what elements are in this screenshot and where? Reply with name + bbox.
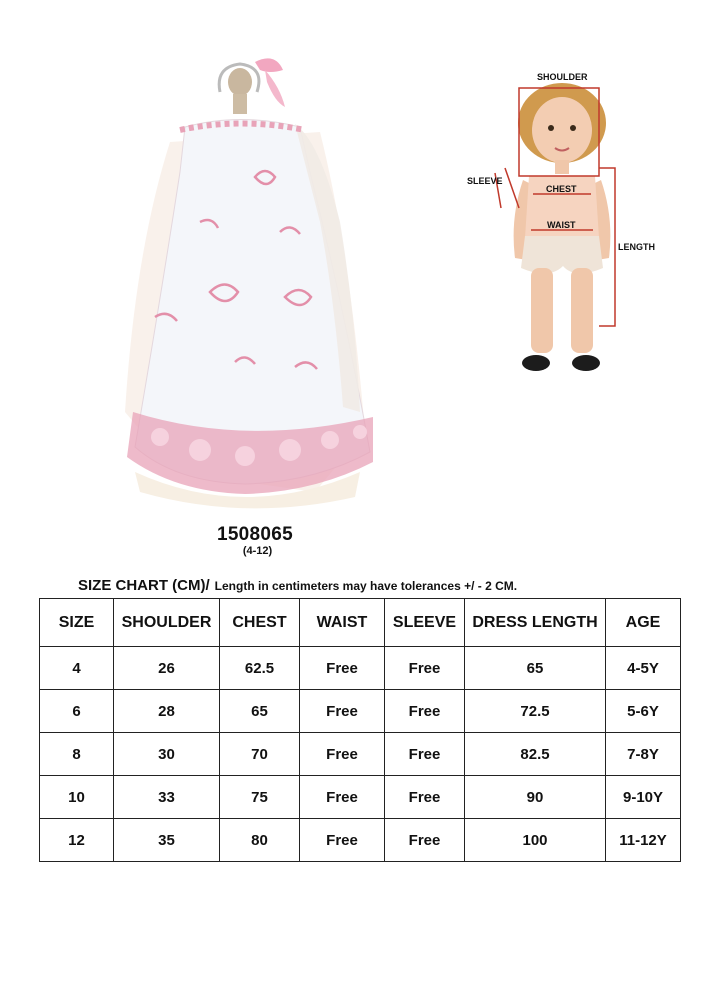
table-cell: 11-12Y bbox=[606, 819, 681, 862]
table-cell: 75 bbox=[220, 776, 300, 819]
column-header: CHEST bbox=[220, 599, 300, 647]
table-cell: 80 bbox=[220, 819, 300, 862]
label-sleeve: SLEEVE bbox=[467, 176, 503, 186]
table-cell: Free bbox=[300, 733, 385, 776]
table-cell: Free bbox=[385, 647, 465, 690]
column-header: DRESS LENGTH bbox=[465, 599, 606, 647]
table-cell: Free bbox=[300, 776, 385, 819]
table-cell: 9-10Y bbox=[606, 776, 681, 819]
table-cell: 62.5 bbox=[220, 647, 300, 690]
product-code: 1508065 bbox=[216, 524, 294, 545]
measurement-diagram bbox=[465, 68, 660, 380]
size-chart-note: Length in centimeters may have tolerances +/ - 2 CM. bbox=[214, 579, 518, 593]
column-header: SHOULDER bbox=[114, 599, 220, 647]
table-cell: Free bbox=[300, 647, 385, 690]
table-cell: Free bbox=[385, 776, 465, 819]
table-cell: 65 bbox=[465, 647, 606, 690]
table-cell: 28 bbox=[114, 690, 220, 733]
label-chest: CHEST bbox=[546, 184, 577, 194]
table-cell: 4-5Y bbox=[606, 647, 681, 690]
table-cell: 4 bbox=[40, 647, 114, 690]
table-cell: Free bbox=[300, 819, 385, 862]
column-header: AGE bbox=[606, 599, 681, 647]
table-cell: 8 bbox=[40, 733, 114, 776]
column-header: WAIST bbox=[300, 599, 385, 647]
table-cell: 5-6Y bbox=[606, 690, 681, 733]
table-cell: Free bbox=[385, 690, 465, 733]
label-length: LENGTH bbox=[618, 242, 655, 252]
table-cell: 70 bbox=[220, 733, 300, 776]
table-row bbox=[40, 690, 681, 733]
label-waist: WAIST bbox=[547, 220, 576, 230]
table-cell: 10 bbox=[40, 776, 114, 819]
dress-photo bbox=[115, 52, 380, 517]
table-cell: 30 bbox=[114, 733, 220, 776]
table-cell: 12 bbox=[40, 819, 114, 862]
table-cell: 7-8Y bbox=[606, 733, 681, 776]
table-cell: Free bbox=[385, 819, 465, 862]
table-cell: Free bbox=[385, 733, 465, 776]
table-cell: 82.5 bbox=[465, 733, 606, 776]
table-header-row bbox=[40, 599, 681, 647]
table-cell: Free bbox=[300, 690, 385, 733]
table-cell: 35 bbox=[114, 819, 220, 862]
table-row bbox=[40, 647, 681, 690]
product-size-range: (4-12) bbox=[242, 545, 273, 557]
table-row bbox=[40, 733, 681, 776]
column-header: SLEEVE bbox=[385, 599, 465, 647]
table-cell: 26 bbox=[114, 647, 220, 690]
column-header: SIZE bbox=[40, 599, 114, 647]
size-chart-title: SIZE CHART (CM)/ bbox=[78, 577, 210, 594]
table-cell: 33 bbox=[114, 776, 220, 819]
table-cell: 72.5 bbox=[465, 690, 606, 733]
table-cell: 100 bbox=[465, 819, 606, 862]
table-row bbox=[40, 776, 681, 819]
table-cell: 90 bbox=[465, 776, 606, 819]
table-row bbox=[40, 819, 681, 862]
label-shoulder: SHOULDER bbox=[537, 72, 588, 82]
size-chart-heading bbox=[78, 577, 517, 595]
table-cell: 65 bbox=[220, 690, 300, 733]
size-chart-table bbox=[39, 598, 681, 862]
table-cell: 6 bbox=[40, 690, 114, 733]
